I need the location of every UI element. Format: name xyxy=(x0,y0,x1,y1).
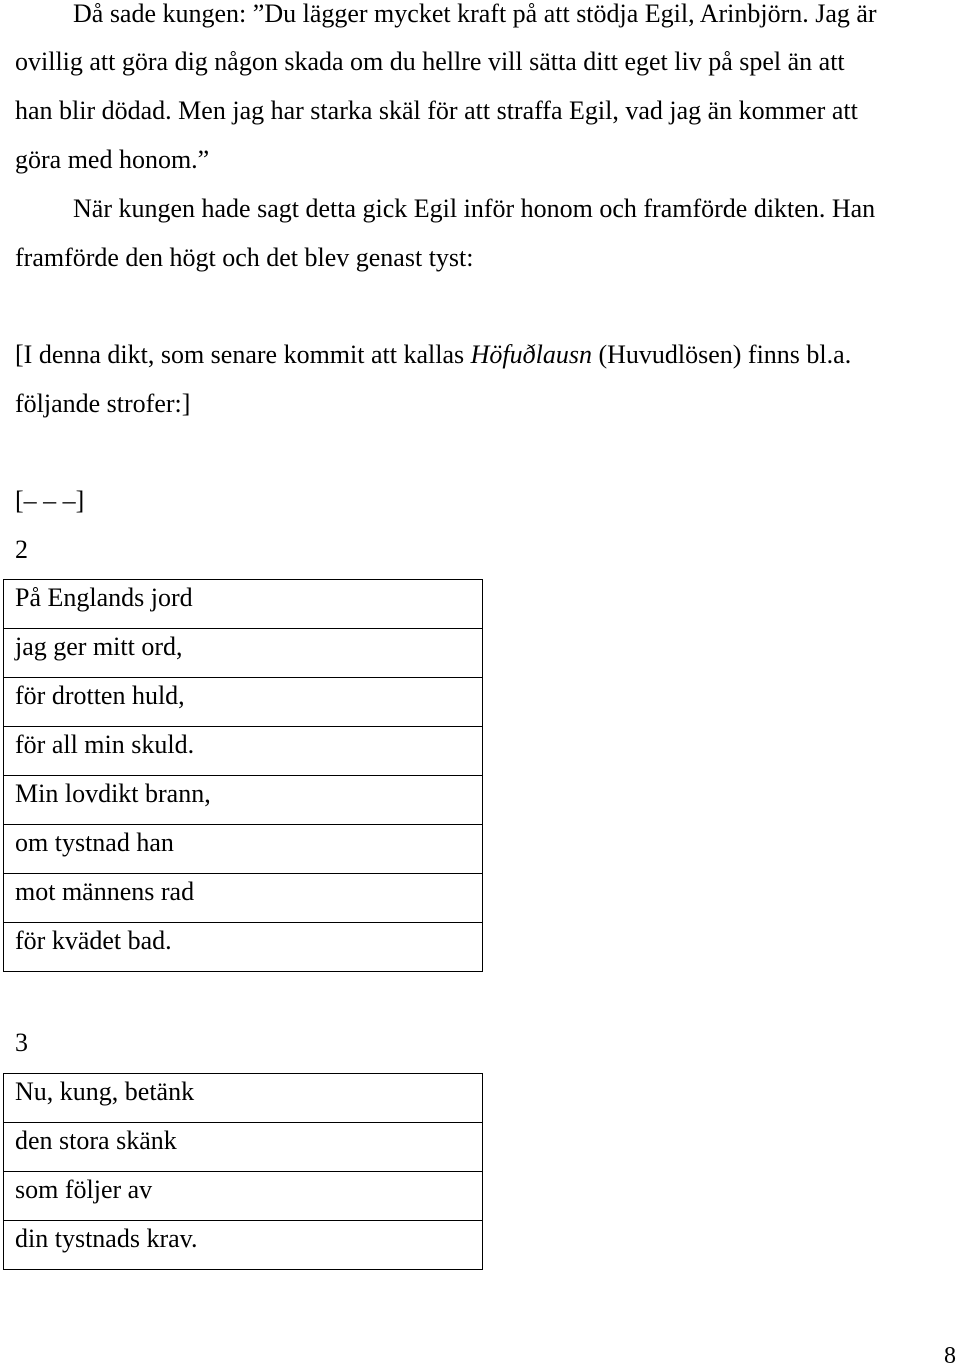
omission-marker: [– – –] xyxy=(15,486,85,515)
stanza-row xyxy=(4,678,483,727)
verse-line: som följer av xyxy=(4,1172,483,1221)
stanza-number: 3 xyxy=(15,1028,28,1057)
stanza-row xyxy=(4,825,483,874)
stanza-row xyxy=(4,874,483,923)
verse-line: den stora skänk xyxy=(4,1123,483,1172)
prose-line: Då sade kungen: ”Du lägger mycket kraft på att stödja Egil, Arinbjörn. Jag är xyxy=(73,0,877,28)
stanza-row xyxy=(4,629,483,678)
stanza-row xyxy=(4,580,483,629)
prose-line: framförde den högt och det blev genast tyst: xyxy=(15,243,474,272)
verse-line: din tystnads krav. xyxy=(4,1221,483,1270)
verse-line: för kvädet bad. xyxy=(4,923,483,972)
stanza-row xyxy=(4,1074,483,1123)
prose-line: han blir dödad. Men jag har starka skäl för att straffa Egil, vad jag än kommer att xyxy=(15,96,858,125)
stanza-row xyxy=(4,776,483,825)
stanza-number: 2 xyxy=(15,535,28,564)
stanza-table xyxy=(3,579,483,972)
verse-line: för all min skuld. xyxy=(4,727,483,776)
prose-line: ovillig att göra dig någon skada om du hellre vill sätta ditt eget liv på spel än att xyxy=(15,47,845,76)
stanza-row xyxy=(4,1172,483,1221)
verse-line: På Englands jord xyxy=(4,580,483,629)
editorial-note-line: följande strofer:] xyxy=(15,389,191,418)
editorial-note-text: (Huvudlösen) finns bl.a. xyxy=(591,340,852,369)
prose-line: När kungen hade sagt detta gick Egil inför honom och framförde dikten. Han xyxy=(73,194,876,223)
page-number: 8 xyxy=(944,1343,956,1369)
verse-line: om tystnad han xyxy=(4,825,483,874)
stanza-row xyxy=(4,727,483,776)
stanza-row xyxy=(4,1123,483,1172)
verse-line: Nu, kung, betänk xyxy=(4,1074,483,1123)
verse-line: jag ger mitt ord, xyxy=(4,629,483,678)
verse-line: mot männens rad xyxy=(4,874,483,923)
stanza-row xyxy=(4,1221,483,1270)
poem-title: Höfuðlausn xyxy=(470,340,592,369)
stanza-table xyxy=(3,1073,483,1270)
editorial-note-text: [I denna dikt, som senare kommit att kallas xyxy=(15,340,471,369)
prose-line: göra med honom.” xyxy=(15,145,210,174)
stanza-row xyxy=(4,923,483,972)
editorial-note-line xyxy=(15,340,851,370)
verse-line: Min lovdikt brann, xyxy=(4,776,483,825)
verse-line: för drotten huld, xyxy=(4,678,483,727)
